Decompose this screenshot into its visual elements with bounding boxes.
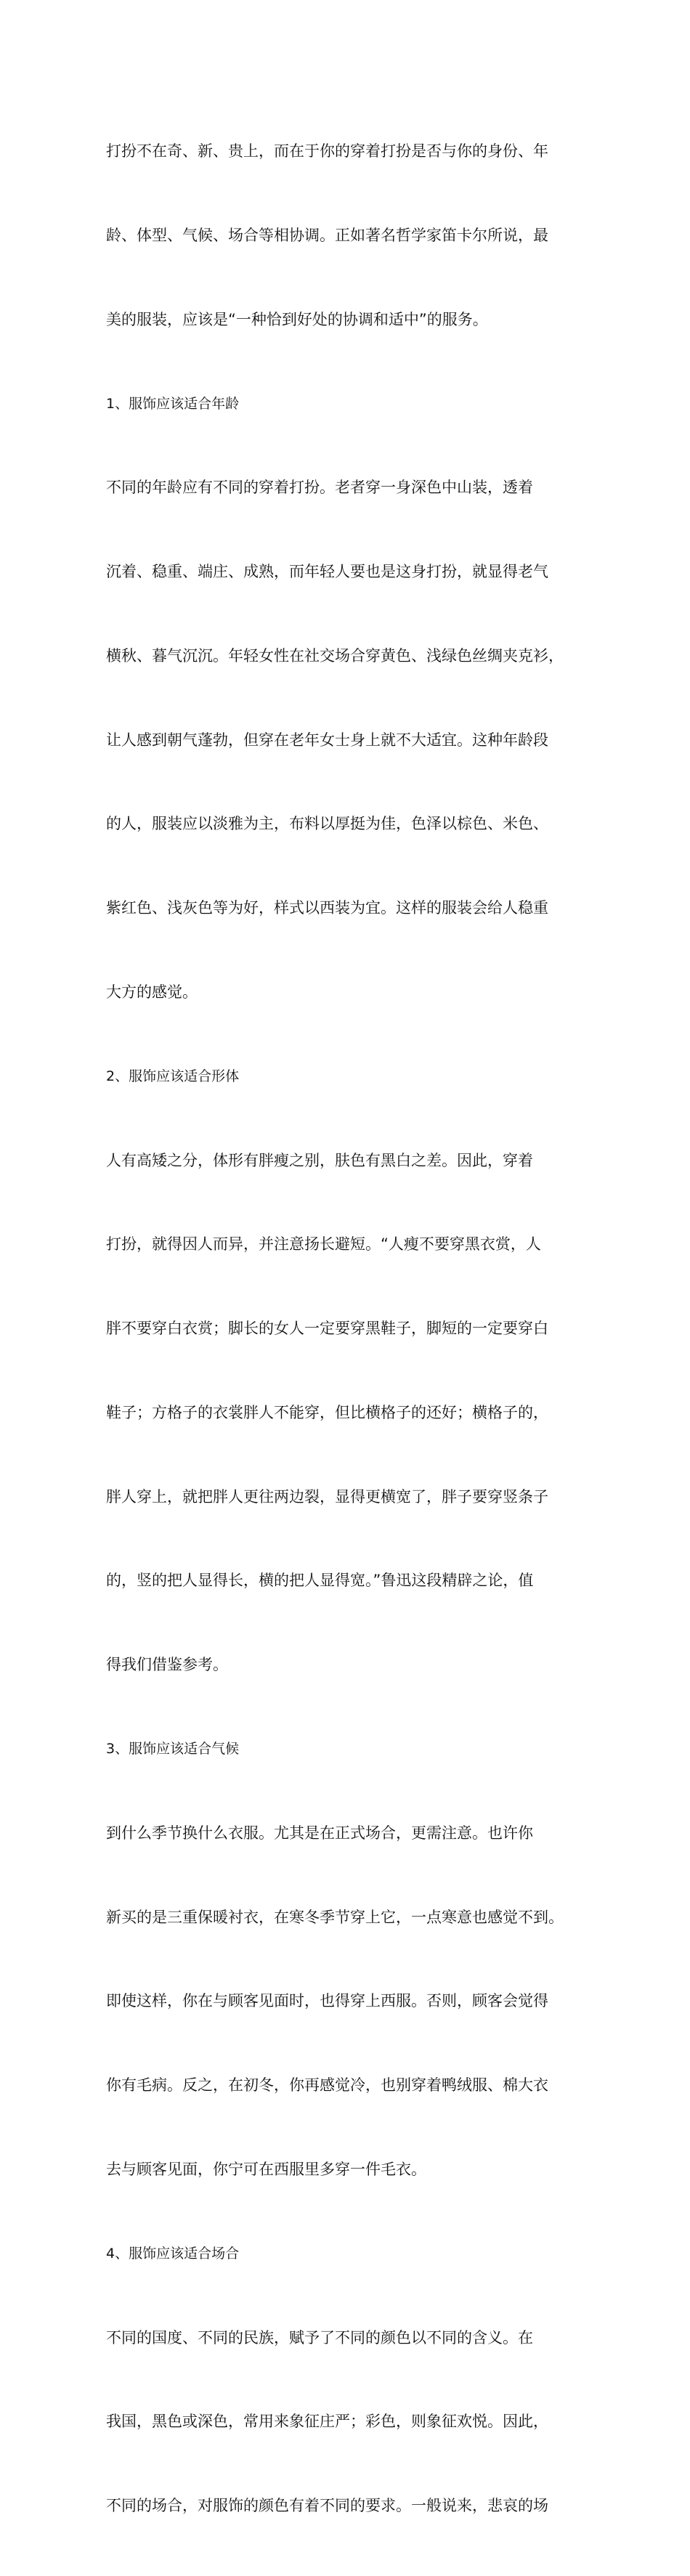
text-line: 到什么季节换什么衣服。尤其是在正式场合，更需注意。也许你: [106, 1824, 533, 1842]
section-heading: 1、服饰应该适合年龄: [106, 395, 240, 412]
section-climate: [106, 1735, 585, 2240]
text-line: 不同的场合，对服饰的颜色有着不同的要求。一般说来，悲哀的场: [106, 2497, 548, 2515]
text-line: 紫红色、浅灰色等为好，样式以西装为宜。这样的服装会给人稳重: [106, 899, 548, 917]
section-paragraph: [106, 1763, 585, 2240]
text-line: 去与顾客见面，你宁可在西服里多穿一件毛衣。: [106, 2160, 426, 2178]
text-line: 得我们借鉴参考。: [106, 1656, 228, 1674]
text-line: 沉着、稳重、端庄、成熟，而年轻人要也是这身打扮，就显得老气: [106, 563, 548, 581]
section-occasion: [106, 2240, 585, 2576]
text-line: 的人，服装应以淡雅为主，布料以厚挺为佳，色泽以棕色、米色、: [106, 815, 548, 833]
text-line: 不同的国度、不同的民族，赋予了不同的颜色以不同的含义。在: [106, 2328, 533, 2347]
text-line: 横秋、暮气沉沉。年轻女性在社交场合穿黄色、浅绿色丝绸夹克衫，: [106, 646, 564, 665]
text-line: 鞋子；方格子的衣裳胖人不能穿，但比横格子的还好；横格子的，: [106, 1403, 548, 1421]
text-line: 人有高矮之分，体形有胖瘦之别，肤色有黑白之差。因此，穿着: [106, 1151, 533, 1169]
text-line: 胖不要穿白衣赏；脚长的女人一定要穿黑鞋子，脚短的一定要穿白: [106, 1320, 548, 1338]
text-line: 胖人穿上，就把胖人更往两边裂，显得更横宽了，胖子要穿竖条子: [106, 1487, 548, 1506]
text-line: 我国，黑色或深色，常用来象征庄严；彩色，则象征欢悦。因此，: [106, 2413, 548, 2431]
text-line: 你有毛病。反之，在初冬，你再感觉冷，也别穿着鸭绒服、棉大衣: [106, 2076, 548, 2094]
text-line: 龄、体型、气候、场合等相协调。正如著名哲学家笛卡尔所说，最: [106, 226, 548, 244]
section-heading: 2、服饰应该适合形体: [106, 1068, 240, 1084]
section-heading: 3、服饰应该适合气候: [106, 1741, 240, 1758]
text-line: 即使这样，你在与顾客见面时，也得穿上西服。否则，顾客会觉得: [106, 1992, 548, 2010]
text-line: 大方的感觉。: [106, 983, 198, 1001]
text-line: 新买的是三重保暖衬衣，在寒冬季节穿上它，一点寒意也感觉不到。: [106, 1908, 564, 1926]
section-paragraph: [106, 1090, 585, 1735]
text-line: 打扮不在奇、新、贵上，而在于你的穿着打扮是否与你的身份、年: [106, 142, 548, 161]
text-line: 打扮，就得因人而异，并注意扬长避短。“人瘦不要穿黑衣赏，人: [106, 1235, 541, 1254]
text-line: 美的服装，应该是“一种恰到好处的协调和适中”的服务。: [106, 310, 488, 328]
section-paragraph: [106, 2267, 585, 2576]
section-age: [106, 390, 585, 1063]
section-heading: 4、服饰应该适合场合: [106, 2245, 240, 2262]
section-body-shape: [106, 1063, 585, 1735]
document-body: [106, 81, 585, 2576]
intro-paragraph: [106, 81, 585, 390]
text-line: 让人感到朝气蓬勃，但穿在老年女士身上就不大适宜。这种年龄段: [106, 731, 548, 749]
text-line: 的，竖的把人显得长，横的把人显得宽。”鲁迅这段精辟之论，值: [106, 1572, 534, 1590]
section-paragraph: [106, 418, 585, 1063]
text-line: 不同的年龄应有不同的穿着打扮。老者穿一身深色中山装，透着: [106, 479, 533, 497]
